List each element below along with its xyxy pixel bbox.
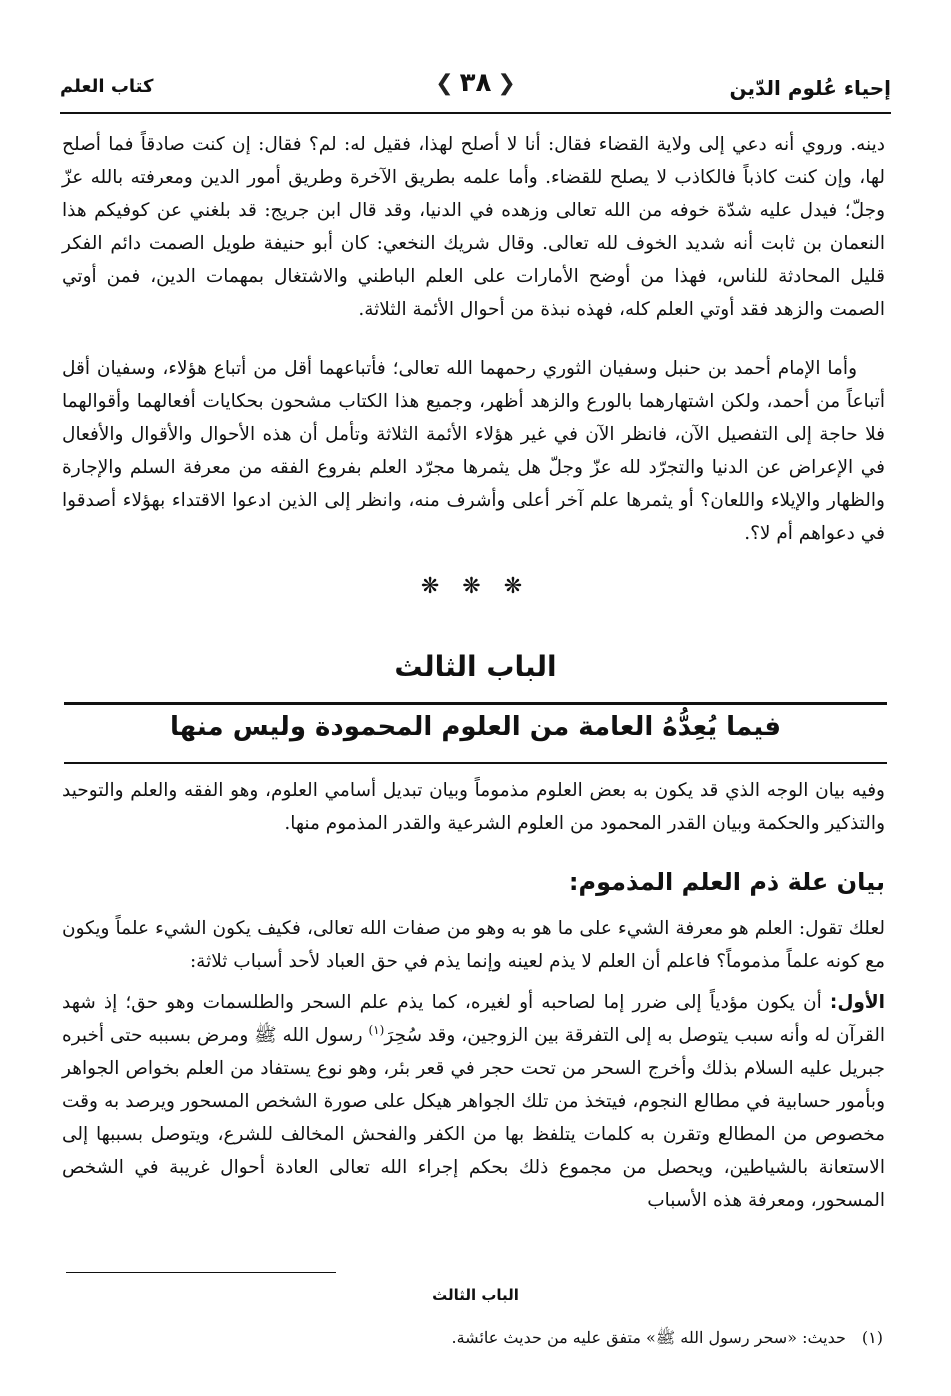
section-paragraph-2-lead: الأول: bbox=[829, 992, 885, 1013]
body-paragraph-2-text: وأما الإمام أحمد بن حنبل وسفيان الثوري رحمهما الله تعالى؛ فأتباعهما أقل من أتباع هؤلاء، وسفيان أقل أتباعاً من أحمد، ولكن اشتهارهما بالورع والزهد أظهر، وجميع هذا الكتاب مشحون بحكايات أفعالهما وأقوالهما فلا حاجة إلى التفصيل الآن، فانظر الآن في غير هؤلاء الأئمة الثلاثة وتأمل أن هذه الأحوال والأقوال والأفعال في الإعراض عن الدنيا والتجرّد لله عزّ وجلّ هل يثمرها مجرّد العلم بفروع الفقه من معرفة السلم والإجارة والظهار والإيلاء واللعان؟ أو يثمرها علم آخر أعلى وأشرف منه، وانظر إلى الذين ادعوا الاقتداء بهؤلاء أصدقوا في دعواهم أم لا؟. bbox=[62, 358, 885, 544]
section-paragraph-2 bbox=[62, 986, 885, 1217]
footnote-number: (١) bbox=[861, 1328, 883, 1347]
body-paragraph-2 bbox=[62, 352, 885, 550]
footnote-item bbox=[66, 1326, 883, 1350]
page-header bbox=[60, 66, 891, 110]
section-heading: بيان علة ذم العلم المذموم: bbox=[568, 868, 885, 896]
section-separator-icon: ❋ ❋ ❋ bbox=[420, 574, 531, 599]
footnote-marker[interactable]: (١) bbox=[368, 1022, 385, 1037]
chapter-rule-top bbox=[64, 702, 887, 705]
chapter-rule-bottom bbox=[64, 762, 887, 764]
running-head-book-title: إحياء عُلوم الدّين bbox=[729, 76, 891, 100]
ornament-left-icon: ❯ bbox=[497, 70, 516, 96]
running-head-section-title: كتاب العلم bbox=[60, 76, 154, 97]
header-rule bbox=[60, 112, 891, 114]
page-number-block bbox=[435, 68, 516, 98]
page-number: ٣٨ bbox=[459, 68, 492, 98]
footnote-chapter-label: الباب الثالث bbox=[432, 1286, 519, 1304]
section-paragraph-2-part-b: رسول الله ﷺ ومرض بسببه حتى أخبره جبريل عليه السلام بذلك وأخرج السحر من تحت حجر في قعر بئر، وهو نوع يستفاد من العلم بخواص الجواهر وبأمور حسابية في مطالع النجوم، فيتخذ من تلك الجواهر هيكل على صورة الشخص المسحور ويرصد به وقت مخصوص من المطالع وتقرن به كلمات يتلفظ بها من الكفر والفحش المخالف للشرع، ويتوصل بسببها إلى الاستعانة بالشياطين، ويحصل من مجموع ذلك بحكم إجراء الله تعالى العادة أحوال غريبة في الشخص المسحور، ومعرفة هذه الأسباب bbox=[62, 1025, 885, 1211]
chapter-intro: وفيه بيان الوجه الذي قد يكون به بعض العلوم مذموماً وبيان تبديل أسامي العلوم، وهو الفقه والعلم والتوحيد والتذكير والحكمة وبيان القدر المحمود من العلوم الشرعية والقدر المذموم منها. bbox=[62, 780, 885, 834]
section-paragraph-2-part-a: أن يكون مؤدياً إلى ضرر إما لصاحبه أو لغيره، كما يذم علم السحر والطلسمات وهو حق؛ إذ شهد القرآن له وأنه سبب يتوصل به إلى التفرقة بين الزوجين، وقد سُحِرَ bbox=[62, 992, 886, 1046]
chapter-subtitle: فيما يُعِدُّهُ العامة من العلوم المحمودة وليس منها bbox=[170, 712, 781, 742]
section-paragraph-1: لعلك تقول: العلم هو معرفة الشيء على ما هو به وهو من صفات الله تعالى، فكيف يكون الشيء علماً ويكون مع كونه علماً مذموماً؟ فاعلم أن العلم لا يذم لعينه وإنما يذم في حق العباد لأحد أسباب ثلاثة: bbox=[62, 918, 885, 972]
ornament-right-icon: ❮ bbox=[435, 70, 454, 96]
footnote-rule bbox=[66, 1272, 336, 1273]
body-paragraph-1: دينه. وروي أنه دعي إلى ولاية القضاء فقال: أنا لا أصلح لهذا، فقيل له: لم؟ فقال: إن كنت صادقاً فما أصلح لها، وإن كنت كاذباً فالكاذب لا يصلح للقضاء. وأما علمه بطريق الآخرة وطريق أمور الدين ومعرفته بالله عزّ وجلّ؛ فيدل عليه شدّة خوفه من الله تعالى وزهده في الدنيا، وقد قال ابن جريج: قد بلغني عن كوفيكم هذا النعمان بن ثابت أنه شديد الخوف لله تعالى. وقال شريك النخعي: كان أبو حنيفة طويل الصمت دائم الفكر قليل المحادثة للناس، فهذا من أوضح الأمارات على العلم الباطني والاشتغال بمهمات الدين، فمن أوتي الصمت والزهد فقد أوتي العلم كله، فهذه نبذة من أحوال الأئمة الثلاثة. bbox=[62, 134, 885, 320]
footnote-text: حديث: «سحر رسول الله ﷺ» متفق عليه من حديث عائشة. bbox=[451, 1328, 846, 1347]
chapter-title: الباب الثالث bbox=[394, 650, 557, 683]
